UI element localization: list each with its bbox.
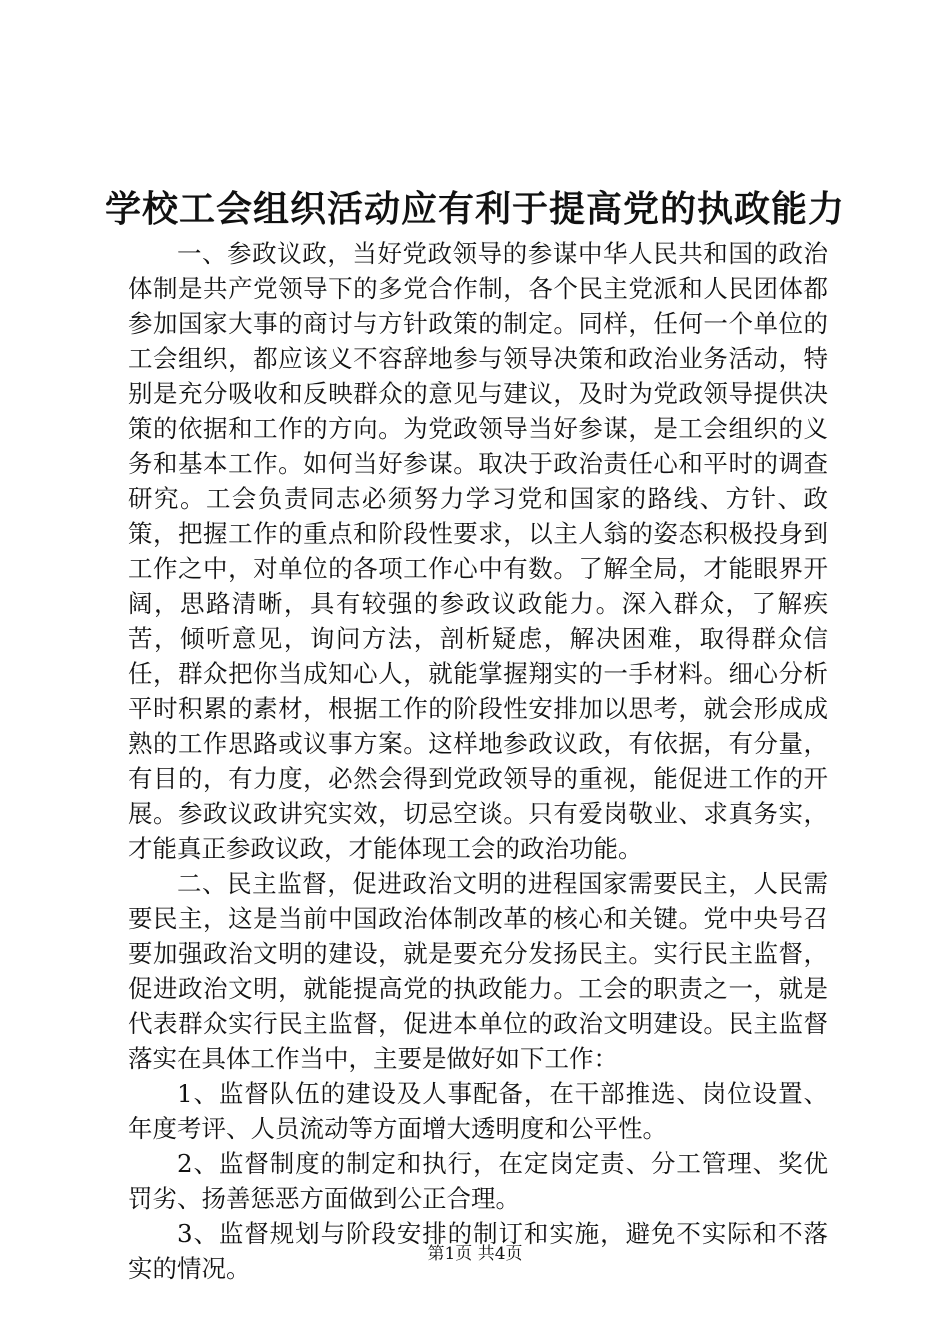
paragraph-3: 1、监督队伍的建设及人事配备，在干部推选、岗位设置、年度考评、人员流动等方面增大透明度和公平性。: [128, 1079, 828, 1143]
document-title: 学校工会组织活动应有利于提高党的执政能力: [104, 188, 845, 230]
paragraph-5: 3、监督规划与阶段安排的制订和实施，避免不实际和不落实的情况。: [128, 1219, 828, 1283]
paragraph-2: 二、民主监督，促进政治文明的进程国家需要民主，人民需要民主，这是当前中国政治体制改革的核心和关键。党中央号召要加强政治文明的建设，就是要充分发扬民主。实行民主监督，促进政治文明，就能提高党的执政能力。工会的职责之一，就是代表群众实行民主监督，促进本单位的政治文明建设。民主监督落实在具体工作当中，主要是做好如下工作：: [128, 869, 828, 1073]
paragraph-1: 一、参政议政，当好党政领导的参谋中华人民共和国的政治体制是共产党领导下的多党合作制，各个民主党派和人民团体都参加国家大事的商讨与方针政策的制定。同样，任何一个单位的工会组织，都应该义不容辞地参与领导决策和政治业务活动，特别是充分吸收和反映群众的意见与建议，及时为党政领导提供决策的依据和工作的方向。为党政领导当好参谋，是工会组织的义务和基本工作。如何当好参谋。取决于政治责任心和平时的调查研究。工会负责同志必须努力学习党和国家的路线、方针、政策，把握工作的重点和阶段性要求，以主人翁的姿态积极投身到工作之中，对单位的各项工作心中有数。了解全局，才能眼界开阔，思路清晰，具有较强的参政议政能力。深入群众，了解疾苦，倾听意见，询问方法，剖析疑虑，解决困难，取得群众信任，群众把你当成知心人，就能掌握翔实的一手材料。细心分析平时积累的素材，根据工作的阶段性安排加以思考，就会形成成熟的工作思路或议事方案。这样地参政议政，有依据，有分量，有目的，有力度，必然会得到党政领导的重视，能促进工作的开展。参政议政讲究实效，切忌空谈。只有爱岗敬业、求真务实，才能真正参政议政，才能体现工会的政治功能。: [128, 239, 828, 863]
document-body: [128, 236, 828, 1286]
page-number-footer: 第1页 共4页: [427, 1244, 523, 1264]
paragraph-4: 2、监督制度的制定和执行，在定岗定责、分工管理、奖优罚劣、扬善惩恶方面做到公正合理。: [128, 1149, 828, 1213]
